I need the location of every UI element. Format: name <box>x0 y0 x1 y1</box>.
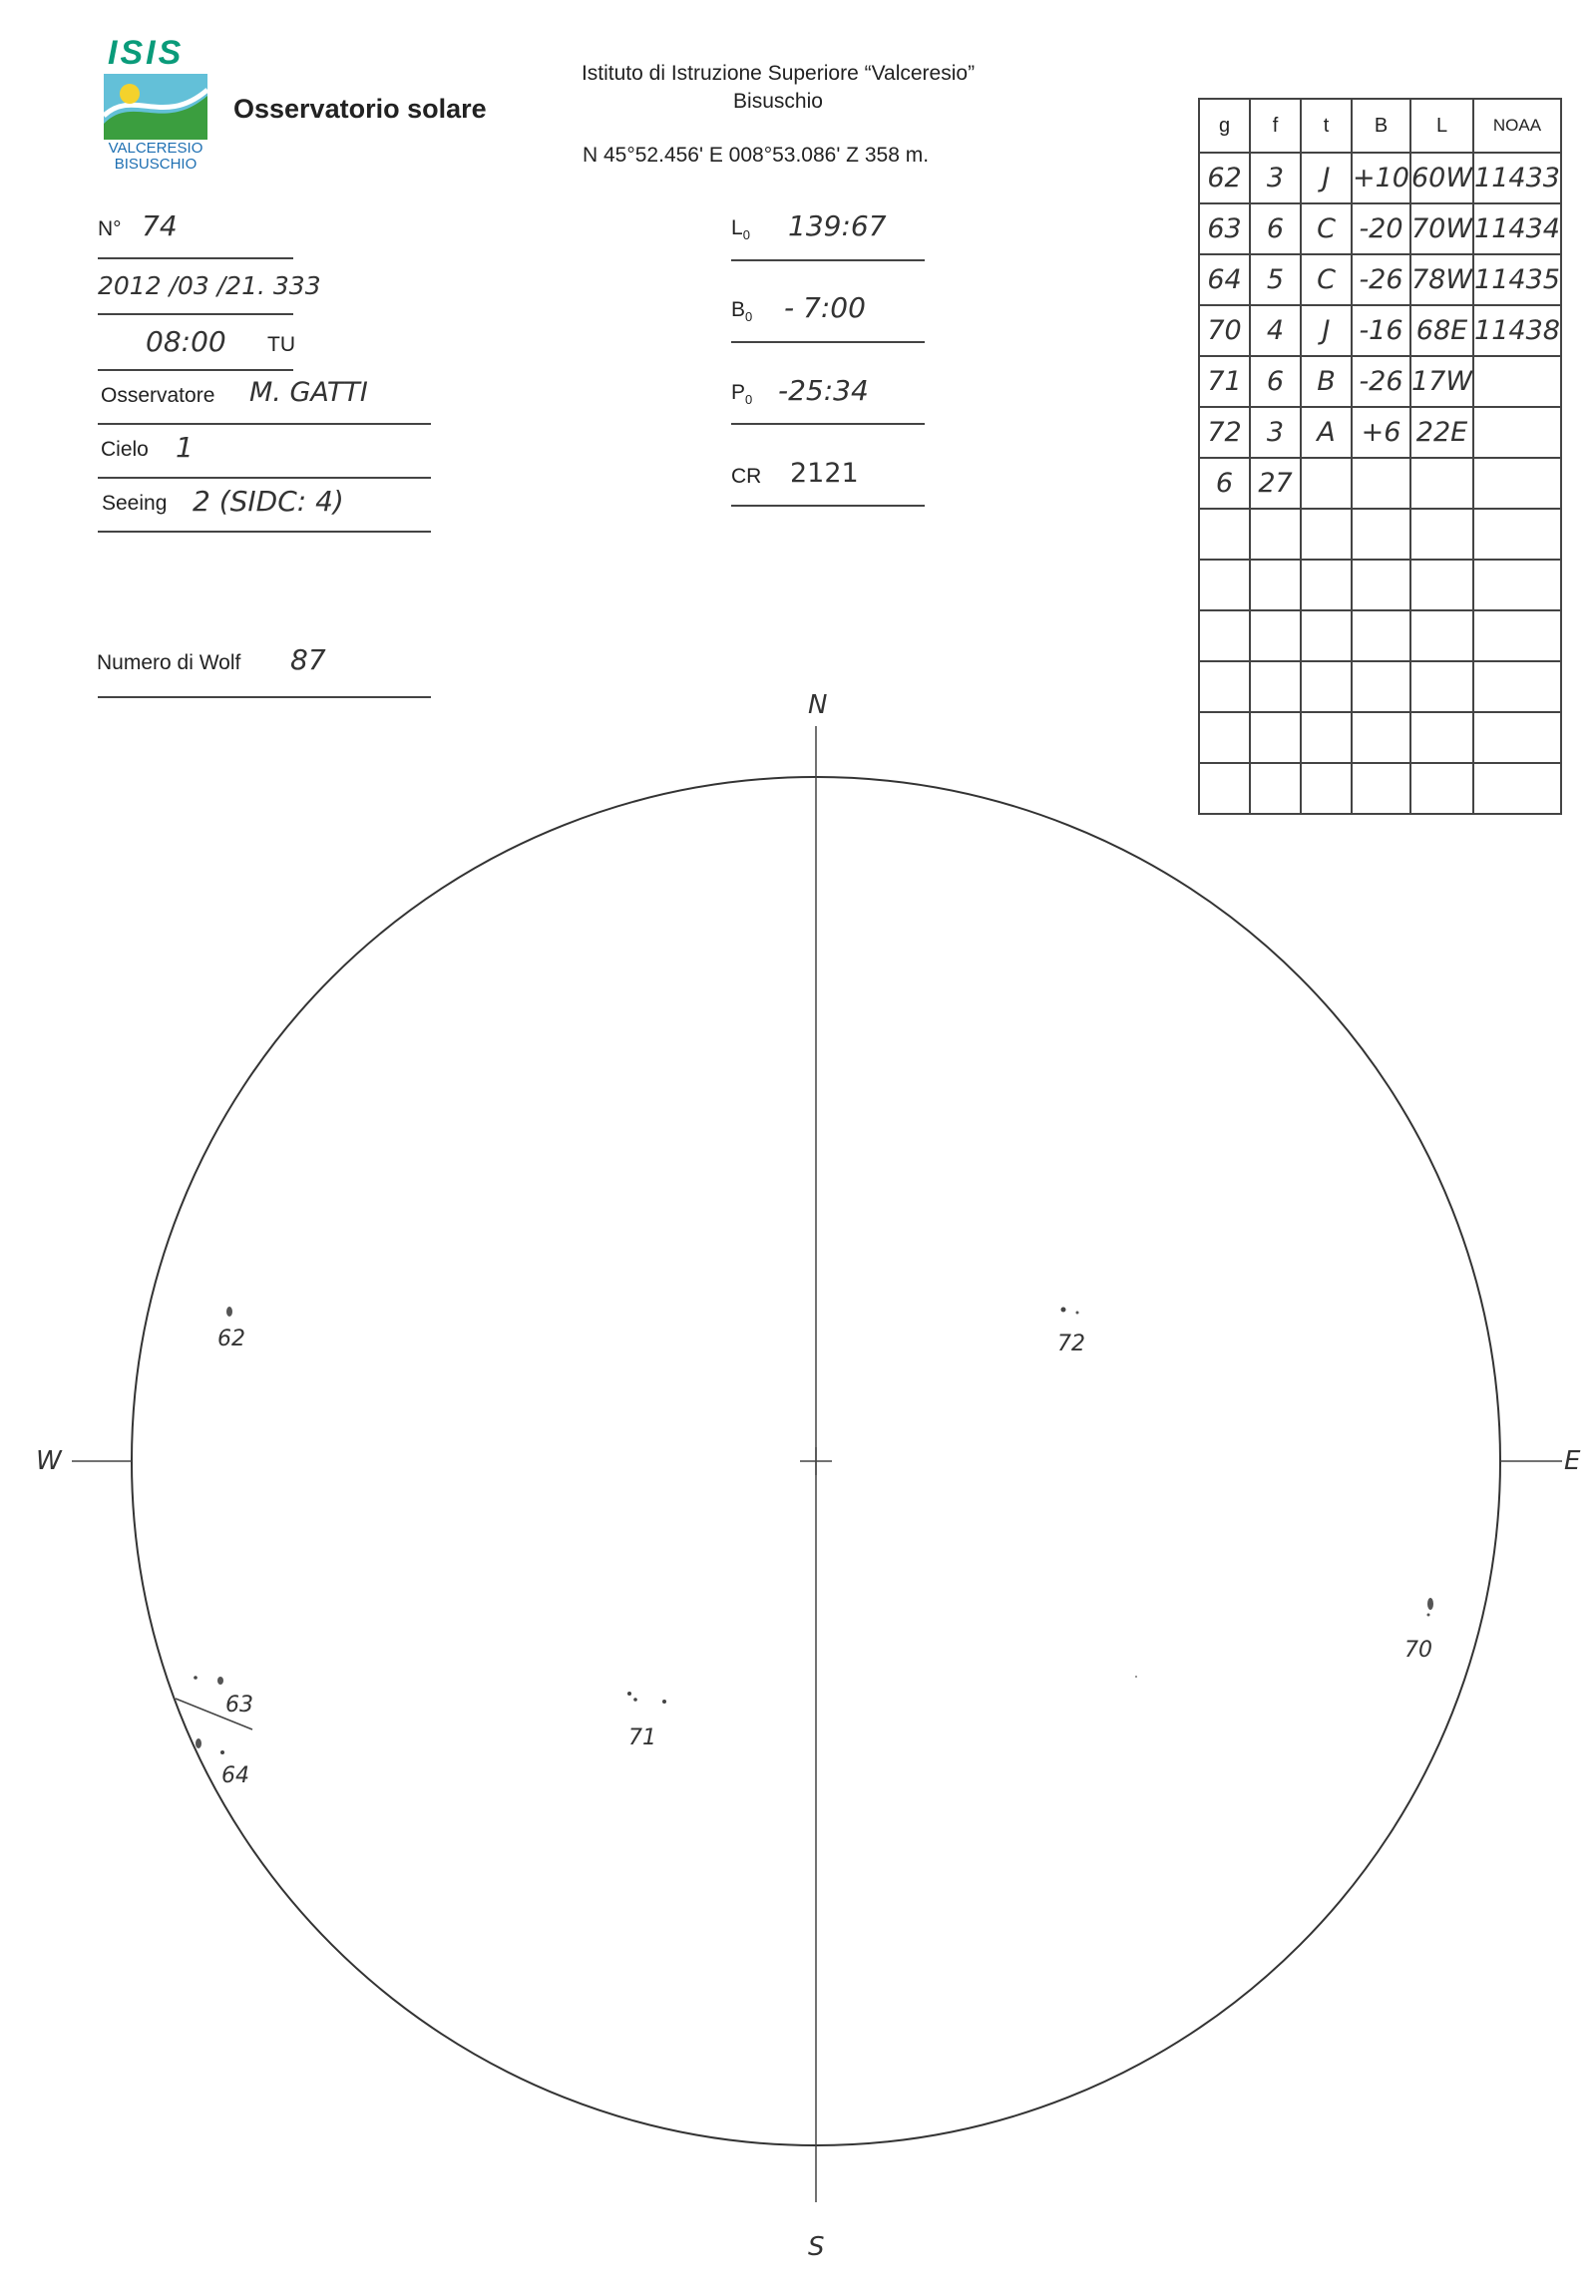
groups-table-cell: -16 <box>1352 305 1410 356</box>
sunspot <box>1135 1676 1137 1678</box>
east-label: E <box>1564 1446 1581 1476</box>
sunspot <box>1427 1598 1433 1610</box>
wolf-label: Numero di Wolf <box>97 651 241 674</box>
groups-header-cell: L <box>1410 99 1473 153</box>
time-unit: TU <box>267 333 295 356</box>
group-62-label: 62 <box>217 1327 245 1351</box>
observer-label: Osservatore <box>101 384 215 407</box>
seeing-label: Seeing <box>102 492 168 515</box>
logo-caption-line2: BISUSCHIO <box>114 156 198 173</box>
groups-table-cell: C <box>1301 203 1352 254</box>
groups-table-cell: 62 <box>1199 153 1250 203</box>
groups-table-cell: 11438 <box>1473 305 1561 356</box>
groups-table-cell: 6 <box>1199 458 1250 509</box>
number-value: 74 <box>142 209 178 242</box>
groups-table-cell: -26 <box>1352 356 1410 407</box>
sunspot <box>1427 1614 1430 1617</box>
groups-header-cell: g <box>1199 99 1250 153</box>
sunspot <box>220 1750 224 1754</box>
time-value: 08:00 <box>146 325 226 358</box>
groups-table-cell: 68E <box>1410 305 1473 356</box>
l0-letter: L <box>731 216 743 239</box>
sunspot <box>1076 1312 1079 1315</box>
groups-table-cell: 78W <box>1410 254 1473 305</box>
groups-table-cell: -26 <box>1352 254 1410 305</box>
groups-table-cell: 3 <box>1250 153 1301 203</box>
sunspot <box>1061 1308 1066 1313</box>
b0-subscript: 0 <box>745 309 753 325</box>
p0-value: -25:34 <box>778 374 869 407</box>
sunspot <box>662 1700 666 1704</box>
group-72-label: 72 <box>1057 1332 1085 1356</box>
groups-table-cell: C <box>1301 254 1352 305</box>
groups-table-cell: 60W <box>1410 153 1473 203</box>
south-label: S <box>808 2232 825 2262</box>
groups-table-cell: +6 <box>1352 407 1410 458</box>
b0-value: - 7:00 <box>784 291 866 324</box>
group-71-label: 71 <box>628 1725 656 1750</box>
date-value: 2012 /03 /21. 333 <box>98 271 321 300</box>
groups-header-cell: B <box>1352 99 1410 153</box>
school-line1: Istituto di Istruzione Superiore “Valceresio” <box>581 62 976 85</box>
observer-value: M. GATTI <box>249 377 368 408</box>
l0-value: 139:67 <box>788 209 887 242</box>
groups-table-cell: 11434 <box>1473 203 1561 254</box>
groups-table-cell: J <box>1301 153 1352 203</box>
groups-table-cell: 22E <box>1410 407 1473 458</box>
groups-table-cell: 70 <box>1199 305 1250 356</box>
p0-letter: P <box>731 381 746 404</box>
cr-label: CR <box>731 465 762 488</box>
cr-value: 2121 <box>790 458 859 489</box>
north-label: N <box>808 690 828 720</box>
groups-table-cell: A <box>1301 407 1352 458</box>
groups-header-cell: t <box>1301 99 1352 153</box>
school-line2: Bisuschio <box>733 90 823 113</box>
sky-label: Cielo <box>101 438 149 461</box>
sunspot <box>226 1307 232 1317</box>
sunspot <box>633 1698 637 1702</box>
observatory-coordinates: N 45°52.456' E 008°53.086' Z 358 m. <box>583 144 930 167</box>
groups-table-cell: 63 <box>1199 203 1250 254</box>
sunspot <box>194 1676 198 1680</box>
sunspot <box>627 1692 631 1696</box>
group-70-label: 70 <box>1404 1638 1432 1663</box>
b0-letter: B <box>731 298 746 321</box>
logo-caption-line1: VALCERESIO <box>108 140 203 157</box>
groups-table-cell: 71 <box>1199 356 1250 407</box>
logo-wordmark: ISIS <box>108 34 185 72</box>
west-label: W <box>36 1446 62 1476</box>
groups-table-cell: +10 <box>1352 153 1410 203</box>
groups-table-cell: 6 <box>1250 356 1301 407</box>
groups-table-cell: 64 <box>1199 254 1250 305</box>
sunspot <box>217 1677 223 1685</box>
groups-table-cell: 27 <box>1250 458 1301 509</box>
number-label: N° <box>98 217 122 240</box>
groups-header-cell: NOAA <box>1473 99 1561 153</box>
groups-table-cell: J <box>1301 305 1352 356</box>
groups-table-cell: 72 <box>1199 407 1250 458</box>
groups-table-cell: 6 <box>1250 203 1301 254</box>
l0-subscript: 0 <box>742 227 750 243</box>
groups-table-cell: 17W <box>1410 356 1473 407</box>
wolf-value: 87 <box>290 643 326 676</box>
groups-header-cell: f <box>1250 99 1301 153</box>
seeing-value: 2 (SIDC: 4) <box>193 485 344 518</box>
groups-table-cell: 5 <box>1250 254 1301 305</box>
page-title: Osservatorio solare <box>233 94 487 124</box>
groups-table-cell: 4 <box>1250 305 1301 356</box>
sky-value: 1 <box>176 431 194 464</box>
group-64-label: 64 <box>221 1763 249 1788</box>
group-63-label: 63 <box>225 1693 253 1718</box>
groups-table-cell: 11433 <box>1473 153 1561 203</box>
groups-table-cell: 70W <box>1410 203 1473 254</box>
sunspot <box>196 1738 201 1748</box>
groups-table-cell: -20 <box>1352 203 1410 254</box>
groups-table-cell: B <box>1301 356 1352 407</box>
p0-subscript: 0 <box>745 392 753 408</box>
groups-table-cell: 11435 <box>1473 254 1561 305</box>
groups-table-cell: 3 <box>1250 407 1301 458</box>
